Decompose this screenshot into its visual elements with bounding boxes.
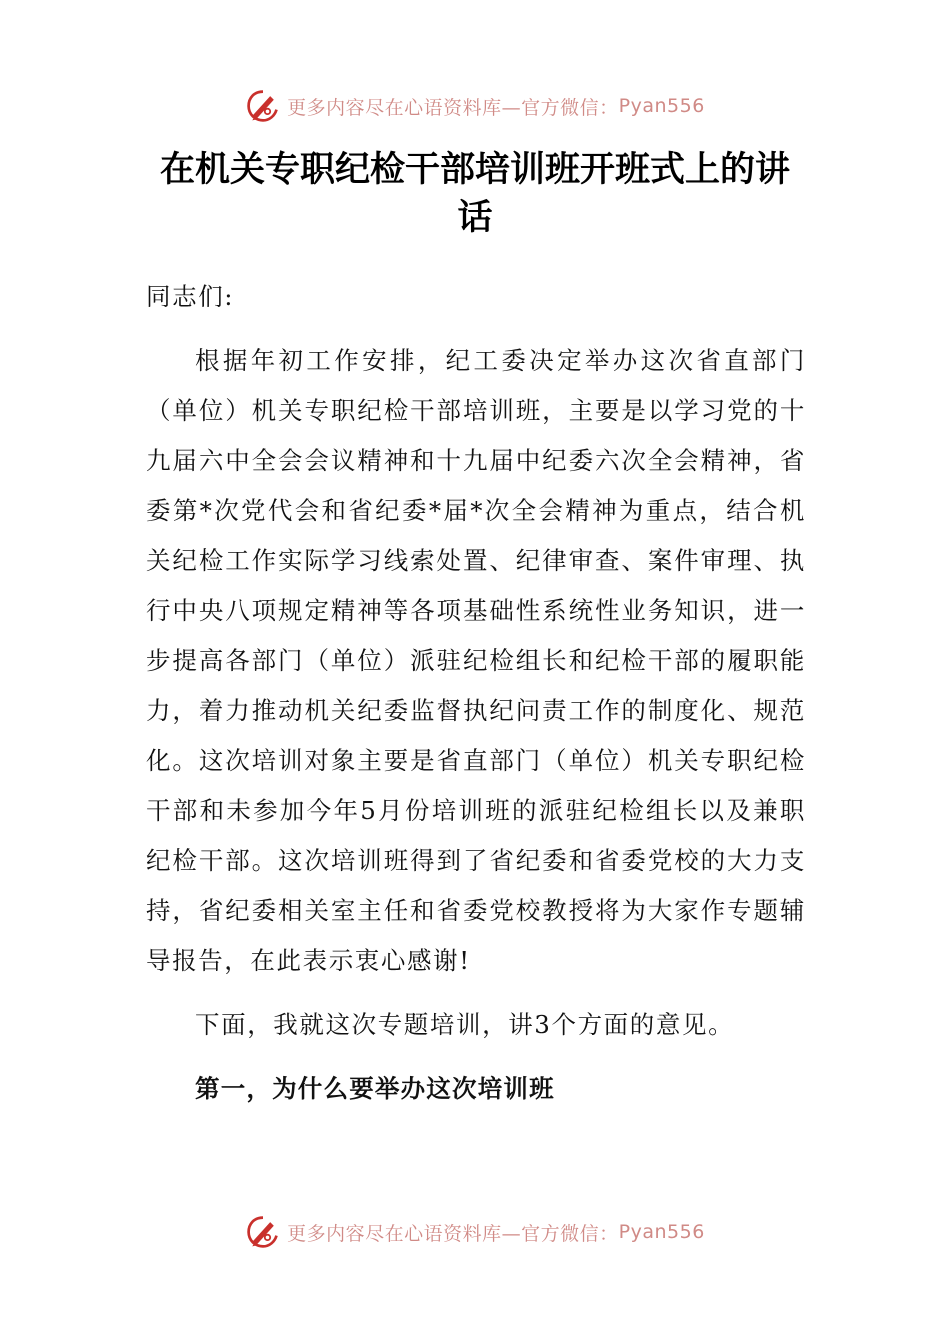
salutation: 同志们:	[146, 282, 235, 311]
document-body	[146, 272, 806, 1114]
body-paragraph: 根据年初工作安排，纪工委决定举办这次省直部门（单位）机关专职纪检干部培训班，主要是以学习党的十九届六中全会会议精神和十九届中纪委六次全会精神，省委第*次党代会和省纪委*届*次全会精神为重点，结合机关纪检工作实际学习线索处置、纪律审查、案件审理、执行中央八项规定精神等各项基础性系统性业务知识，进一步提高各部门（单位）派驻纪检组长和纪检干部的履职能力，着力推动机关纪委监督执纪问责工作的制度化、规范化。这次培训对象主要是省直部门（单位）机关专职纪检干部和未参加今年5月份培训班的派驻纪检组长以及兼职纪检干部。这次培训班得到了省纪委和省委党校的大力支持，省纪委相关室主任和省委党校教授将为大家作专题辅导报告，在此表示衷心感谢!	[146, 346, 806, 975]
header-banner	[0, 86, 950, 126]
banner-text: 更多内容尽在心语资料库—官方微信：	[287, 1222, 619, 1245]
banner-wechat-id: Pyan556	[618, 95, 705, 117]
pen-swirl-logo-icon	[245, 88, 281, 124]
document-title: 在机关专职纪检干部培训班开班式上的讲话	[159, 149, 790, 238]
section-heading: 第一，为什么要举办这次培训班	[195, 1074, 555, 1103]
body-paragraph: 下面，我就这次专题培训，讲3个方面的意见。	[195, 1010, 735, 1039]
banner-wechat-id: Pyan556	[618, 1221, 705, 1243]
pen-swirl-logo-icon	[245, 1214, 281, 1250]
banner-text: 更多内容尽在心语资料库—官方微信：	[287, 96, 619, 119]
footer-banner	[0, 1212, 950, 1252]
